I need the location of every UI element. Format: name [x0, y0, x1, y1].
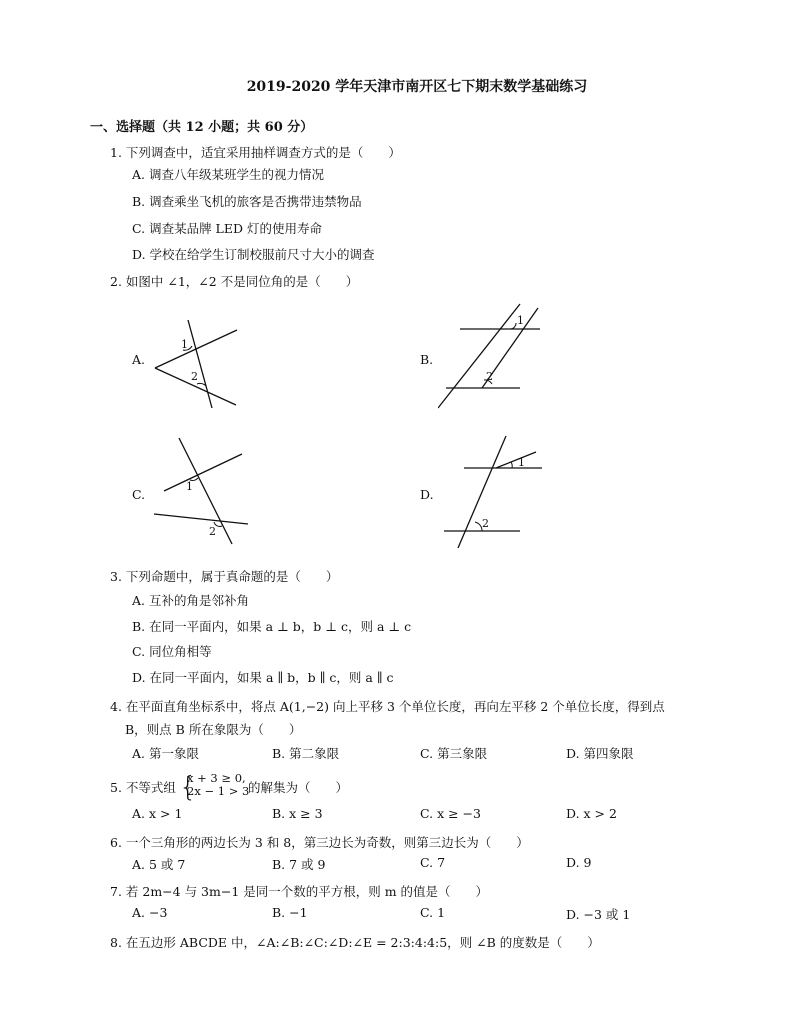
- question-6-option-a: A. 5 或 7: [132, 857, 186, 872]
- system-brace: {: [179, 770, 197, 803]
- question-4-stem-line-2: B，则点 B 所在象限为（ ）: [125, 722, 302, 737]
- question-5-option-b: B. x ≥ 3: [272, 806, 323, 821]
- question-7-stem: 7. 若 2m−4 与 3m−1 是同一个数的平方根，则 m 的值是（ ）: [110, 884, 489, 899]
- figure-d: [438, 432, 550, 550]
- question-1-stem: 1. 下列调查中，适宜采用抽样调查方式的是（ ）: [110, 145, 401, 160]
- question-4-stem-line-1: 4. 在平面直角坐标系中，将点 A(1,−2) 向上平移 3 个单位长度，再向左平移 2 个单位长度，得到点: [110, 699, 665, 714]
- section-heading: 一、选择题（共 12 小题；共 60 分）: [90, 120, 314, 135]
- question-4-option-c: C. 第三象限: [420, 746, 488, 761]
- question-5-inequality-2: 2x − 1 > 3: [187, 784, 250, 798]
- figure-b-label: B.: [420, 352, 434, 367]
- question-3-stem: 3. 下列命题中，属于真命题的是（ ）: [110, 569, 339, 584]
- figure-c-label: C.: [132, 487, 146, 502]
- question-4-option-a: A. 第一象限: [132, 746, 199, 761]
- question-1-option-b: B. 调查乘坐飞机的旅客是否携带违禁物品: [132, 194, 362, 209]
- question-3-option-b: B. 在同一平面内，如果 a ⊥ b，b ⊥ c，则 a ⊥ c: [132, 619, 412, 634]
- question-5-stem-suffix: 的解集为（ ）: [248, 780, 349, 795]
- figure-d-label: D.: [420, 487, 434, 502]
- figure-d-angle-2: 2: [482, 517, 489, 530]
- question-1-option-a: A. 调查八年级某班学生的视力情况: [132, 167, 324, 182]
- question-5-inequality-1: x + 3 ≥ 0,: [187, 771, 246, 785]
- question-5-option-c: C. x ≥ −3: [420, 806, 481, 821]
- question-5-stem-prefix: 5. 不等式组: [110, 780, 176, 795]
- question-4-option-b: B. 第二象限: [272, 746, 340, 761]
- figure-a-angle-2: 2: [191, 370, 198, 383]
- figure-b-angle-1: 1: [517, 314, 524, 327]
- figure-a-label: A.: [132, 352, 146, 367]
- question-1-option-d: D. 学校在给学生订制校服前尺寸大小的调查: [132, 247, 375, 262]
- question-6-option-c: C. 7: [420, 855, 446, 870]
- figure-b: [438, 300, 548, 412]
- question-5-option-a: A. x > 1: [132, 806, 183, 821]
- question-3-option-d: D. 在同一平面内，如果 a ∥ b，b ∥ c，则 a ∥ c: [132, 670, 394, 685]
- question-6-option-b: B. 7 或 9: [272, 857, 326, 872]
- question-4-option-d: D. 第四象限: [566, 746, 634, 761]
- figure-c-angle-2: 2: [209, 525, 216, 538]
- figure-a: [150, 300, 250, 410]
- question-3-option-a: A. 互补的角是邻补角: [132, 593, 249, 608]
- figure-c: [150, 436, 250, 548]
- question-7-option-a: A. −3: [132, 905, 168, 920]
- question-8-stem: 8. 在五边形 ABCDE 中，∠A:∠B:∠C:∠D:∠E = 2:3:4:4:5，则 ∠B 的度数是（ ）: [110, 935, 600, 950]
- question-6-option-d: D. 9: [566, 855, 592, 870]
- question-5-option-d: D. x > 2: [566, 806, 617, 821]
- question-6-stem: 6. 一个三角形的两边长为 3 和 8，第三边长为奇数，则第三边长为（ ）: [110, 835, 529, 850]
- question-7-option-c: C. 1: [420, 905, 446, 920]
- question-7-option-b: B. −1: [272, 905, 308, 920]
- question-7-option-d: D. −3 或 1: [566, 907, 631, 922]
- figure-d-angle-1: 1: [518, 456, 525, 469]
- figure-a-angle-1: 1: [181, 338, 188, 351]
- question-1-option-c: C. 调查某品牌 LED 灯的使用寿命: [132, 221, 322, 236]
- question-2-stem: 2. 如图中 ∠1，∠2 不是同位角的是（ ）: [110, 274, 359, 289]
- figure-b-angle-2: 2: [486, 370, 493, 383]
- question-3-option-c: C. 同位角相等: [132, 644, 212, 659]
- page-title: 2019-2020 学年天津市南开区七下期末数学基础练习: [246, 79, 588, 95]
- figure-c-angle-1: 1: [186, 480, 193, 493]
